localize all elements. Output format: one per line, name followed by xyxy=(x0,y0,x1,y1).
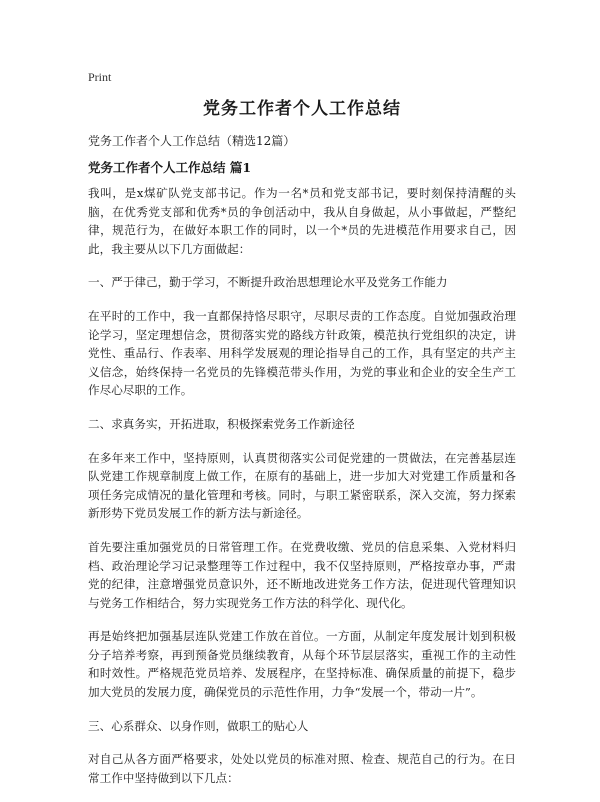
paragraph-body: 在平时的工作中，我一直都保持恪尽职守，尽职尽责的工作态度。自觉加强政治理论学习，坚定理想信念，贯彻落实党的路线方针政策，模范执行党组织的决定，讲党性、重品行、作表率、用科学发展观的理论指导自己的工作，具有坚定的共产主义信念，始终保持一名党员的先锋模范带头作用，为党的事业和企业的安全生产工作尽心尽职的工作。 xyxy=(88,308,516,398)
section-title: 党务工作者个人工作总结 篇1 xyxy=(88,160,252,175)
document-title: 党务工作者个人工作总结 xyxy=(203,99,401,119)
document-subtitle: 党务工作者个人工作总结（精选12篇） xyxy=(88,134,296,148)
print-label[interactable]: Print xyxy=(88,70,112,84)
document-body xyxy=(88,184,516,802)
paragraph-heading-2: 二、求真务实，开拓进取，积极探索党务工作新途径 xyxy=(88,416,355,431)
paragraph-body: 在多年来工作中，坚持原则，认真贯彻落实公司促党建的一贯做法，在完善基层连队党建工作规章制度上做工作，在原有的基础上，进一步加大对党建工作质量和各项任务完成情况的量化管理和考核。同时，与职工紧密联系，深入交流，努力探索新形势下党员发展工作的新方法与新途径。 xyxy=(88,450,516,521)
paragraph-body: 对自己从各方面严格要求，处处以党员的标准对照、检查、规范自己的行为。在日常工作中坚持做到以下几点： xyxy=(88,752,516,785)
paragraph-heading-3: 三、心系群众、以身作则，做职工的贴心人 xyxy=(88,718,309,733)
paragraph-body: 再是始终把加强基层连队党建工作放在首位。一方面，从制定年度发展计划到积极分子培养考察，再到预备党员继续教育，从每个环节层层落实，重视工作的主动性和时效性。严格规范党员培养、发展程序，在坚持标准、确保质量的前提下，稳步加大党员的发展力度，确保党员的示范性作用，力争“发展一个，带动一片”。 xyxy=(88,629,516,700)
paragraph-body: 首先要注重加强党员的日常管理工作。在党费收缴、党员的信息采集、入党材料归档、政治理论学习记录整理等工作过程中，我不仅坚持原则，严格按章办事，严肃党的纪律，注意增强党员意识外，还不断地改进党务工作方法，促进现代管理知识与党务工作相结合，努力实现党务工作方法的科学化、现代化。 xyxy=(88,539,516,610)
paragraph-heading-1: 一、严于律己，勤于学习，不断提升政治思想理论水平及党务工作能力 xyxy=(88,275,448,290)
paragraph-intro: 我叫，是x煤矿队党支部书记。作为一名*员和党支部书记，要时刻保持清醒的头脑，在优秀党支部和优秀*员的争创活动中，我从自身做起，从小事做起，严整纪律，规范行为，在做好本职工作的同时，以一个*员的先进模范作用要求自己，因此，我主要从以下几方面做起： xyxy=(88,186,516,256)
